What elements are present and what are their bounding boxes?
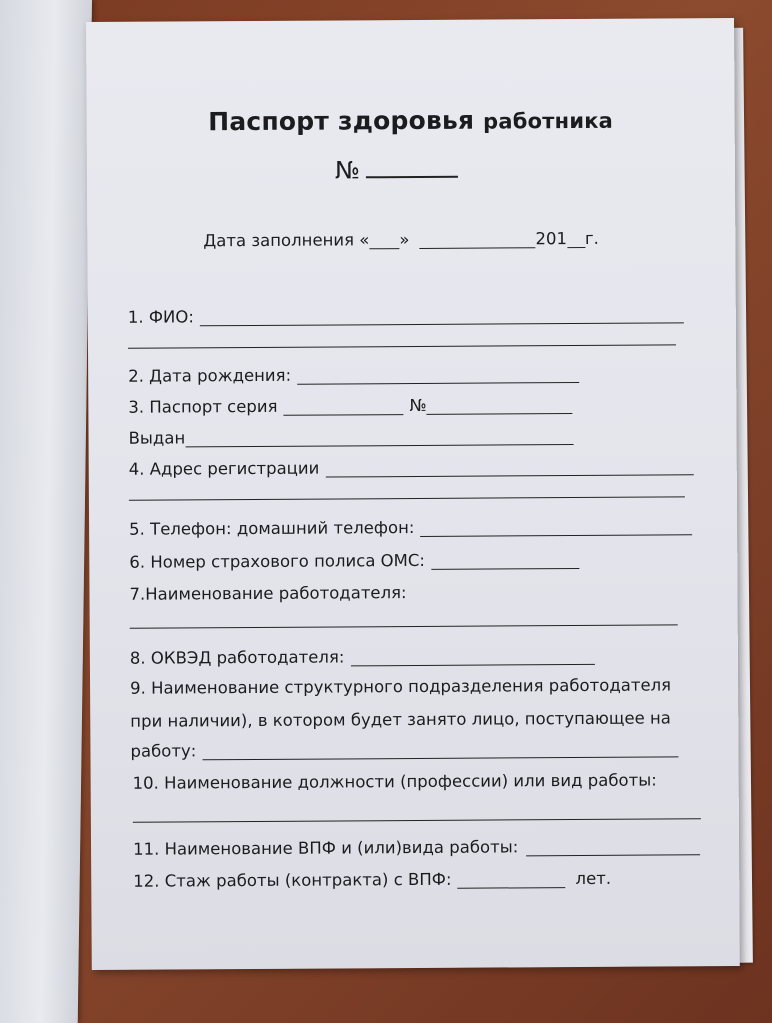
date-mid: » xyxy=(399,230,410,250)
phone-blank[interactable] xyxy=(420,518,692,537)
vpf-label: 11. Наименование ВПФ и (или)вида работы: xyxy=(132,837,519,859)
birth-blank[interactable] xyxy=(297,366,579,385)
document-number xyxy=(335,156,458,185)
address-label: 4. Адрес регистрации xyxy=(128,458,320,479)
address-blank[interactable] xyxy=(325,458,693,477)
employer-label: 7.Наименование работодателя: xyxy=(129,583,407,604)
fio-blank-2[interactable] xyxy=(128,344,676,348)
oms-blank[interactable] xyxy=(431,552,579,570)
date-year: 201 xyxy=(535,229,567,249)
passport-no-blank[interactable] xyxy=(427,397,573,415)
experience-unit: лет. xyxy=(575,868,612,889)
title-small: работника xyxy=(483,108,614,134)
oms-label: 6. Номер страхового полиса ОМС: xyxy=(129,550,426,572)
field-address xyxy=(129,456,694,478)
date-label: Дата заполнения « xyxy=(203,230,370,251)
position-label: 10. Наименование должности (профессии) или вид работы: xyxy=(132,770,657,793)
number-label: № xyxy=(334,156,360,185)
issued-label: Выдан xyxy=(128,428,186,448)
date-month-blank[interactable] xyxy=(419,231,535,249)
division-blank[interactable] xyxy=(202,740,678,760)
passport-series-blank[interactable] xyxy=(283,398,403,416)
fio-label: 1. ФИО: xyxy=(127,307,194,327)
title-main: Паспорт здоровья xyxy=(208,105,475,137)
division-label-2: при наличии), в котором будет занято лицо, поступающее на xyxy=(130,708,671,731)
field-oms xyxy=(129,550,579,572)
vpf-blank[interactable] xyxy=(526,838,700,856)
field-passport xyxy=(128,395,572,417)
field-division-line3 xyxy=(130,738,678,760)
field-division-line1 xyxy=(130,675,671,697)
number-blank[interactable] xyxy=(366,156,458,179)
employer-blank[interactable] xyxy=(130,624,678,628)
field-vpf xyxy=(133,836,700,858)
field-phone xyxy=(129,516,692,538)
field-issued xyxy=(128,426,573,448)
division-label-3: работу: xyxy=(130,741,197,761)
fio-blank[interactable] xyxy=(200,306,684,326)
field-employer xyxy=(129,583,406,604)
field-okved xyxy=(130,646,595,668)
field-division-line2 xyxy=(130,708,671,730)
passport-no-label: № xyxy=(409,395,427,416)
experience-blank[interactable] xyxy=(457,871,565,889)
date-row xyxy=(203,229,599,250)
document-title xyxy=(87,104,735,137)
field-birth xyxy=(128,364,579,386)
left-page xyxy=(0,0,92,1023)
field-position xyxy=(133,771,657,793)
okved-label: 8. ОКВЭД работодателя: xyxy=(129,647,345,668)
division-label-1: 9. Наименование структурного подразделения работодателя xyxy=(130,675,672,698)
position-blank[interactable] xyxy=(133,818,701,822)
field-experience xyxy=(133,869,611,891)
passport-label: 3. Паспорт серия xyxy=(128,396,278,417)
field-fio xyxy=(128,304,684,326)
address-blank-2[interactable] xyxy=(129,496,685,500)
okved-blank[interactable] xyxy=(350,648,594,666)
document-page xyxy=(86,18,740,970)
birth-label: 2. Дата рождения: xyxy=(128,365,292,386)
date-day-blank[interactable] xyxy=(369,232,399,249)
issued-blank[interactable] xyxy=(185,428,573,447)
experience-label: 12. Стаж работы (контракта) с ВПФ: xyxy=(133,869,452,891)
date-suffix: г. xyxy=(584,228,599,248)
phone-label: 5. Телефон: домашний телефон: xyxy=(129,518,415,539)
date-year-blank[interactable] xyxy=(567,231,585,248)
